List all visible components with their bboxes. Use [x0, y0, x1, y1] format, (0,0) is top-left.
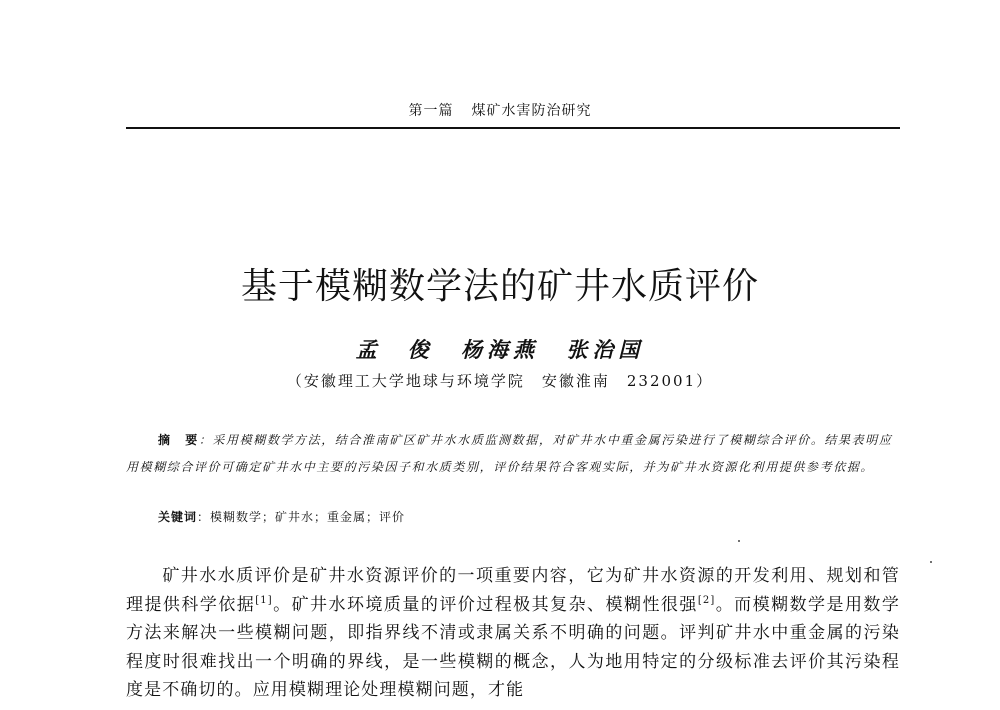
- author-list: [0, 334, 1000, 364]
- keywords-label: 关键词: [158, 510, 198, 524]
- author-name: 杨海燕: [461, 337, 539, 362]
- author-affiliation: （安徽理工大学地球与环境学院 安徽淮南 232001）: [286, 372, 714, 390]
- body-text-segment: 矿井水水质评价是矿井水资源评价的一项重要内容，它为矿井水资源的开发利用、规划和管理提供科学依据: [126, 566, 900, 615]
- scan-speck: [930, 561, 932, 563]
- abstract: [126, 427, 900, 481]
- scan-speck: [738, 540, 740, 542]
- keywords: [158, 508, 405, 525]
- body-text-segment: 。矿井水环境质量的评价过程极其复杂、模糊性很强: [272, 594, 698, 615]
- running-head: [0, 100, 1000, 120]
- abstract-label: 摘 要: [158, 433, 199, 447]
- paper-title: 基于模糊数学法的矿井水质评价: [240, 266, 759, 307]
- body-paragraph: [126, 562, 900, 705]
- keywords-text: ：模糊数学；矿井水；重金属；评价: [197, 510, 406, 524]
- author-name: 孟 俊: [355, 337, 434, 362]
- body-text-segment: 。而模糊数学是用数学方法来解决一些模糊问题，即指界线不清或隶属关系不明确的问题。评判矿井水中重金属的污染程度时很难找出一个明确的界线，是一些模糊的概念，人为地用特定的分级标准去评价其污染程度是不确切的。应用模糊理论处理模糊问题，才能: [126, 594, 900, 700]
- header-rule: [126, 127, 900, 129]
- citation-ref: [1]: [255, 594, 273, 606]
- author-name: 张治国: [566, 337, 645, 362]
- running-head-part: 第一篇: [408, 103, 454, 119]
- abstract-text: ：采用模糊数学方法，结合淮南矿区矿井水水质监测数据，对矿井水中重金属污染进行了模糊综合评价。结果表明应用模糊综合评价可确定矿井水中主要的污染因子和水质类别，评价结果符合客观实际，并为矿井水资源化利用提供参考依据。: [126, 433, 893, 474]
- running-head-section: 煤矿水害防治研究: [471, 103, 592, 119]
- citation-ref: [2]: [697, 594, 716, 606]
